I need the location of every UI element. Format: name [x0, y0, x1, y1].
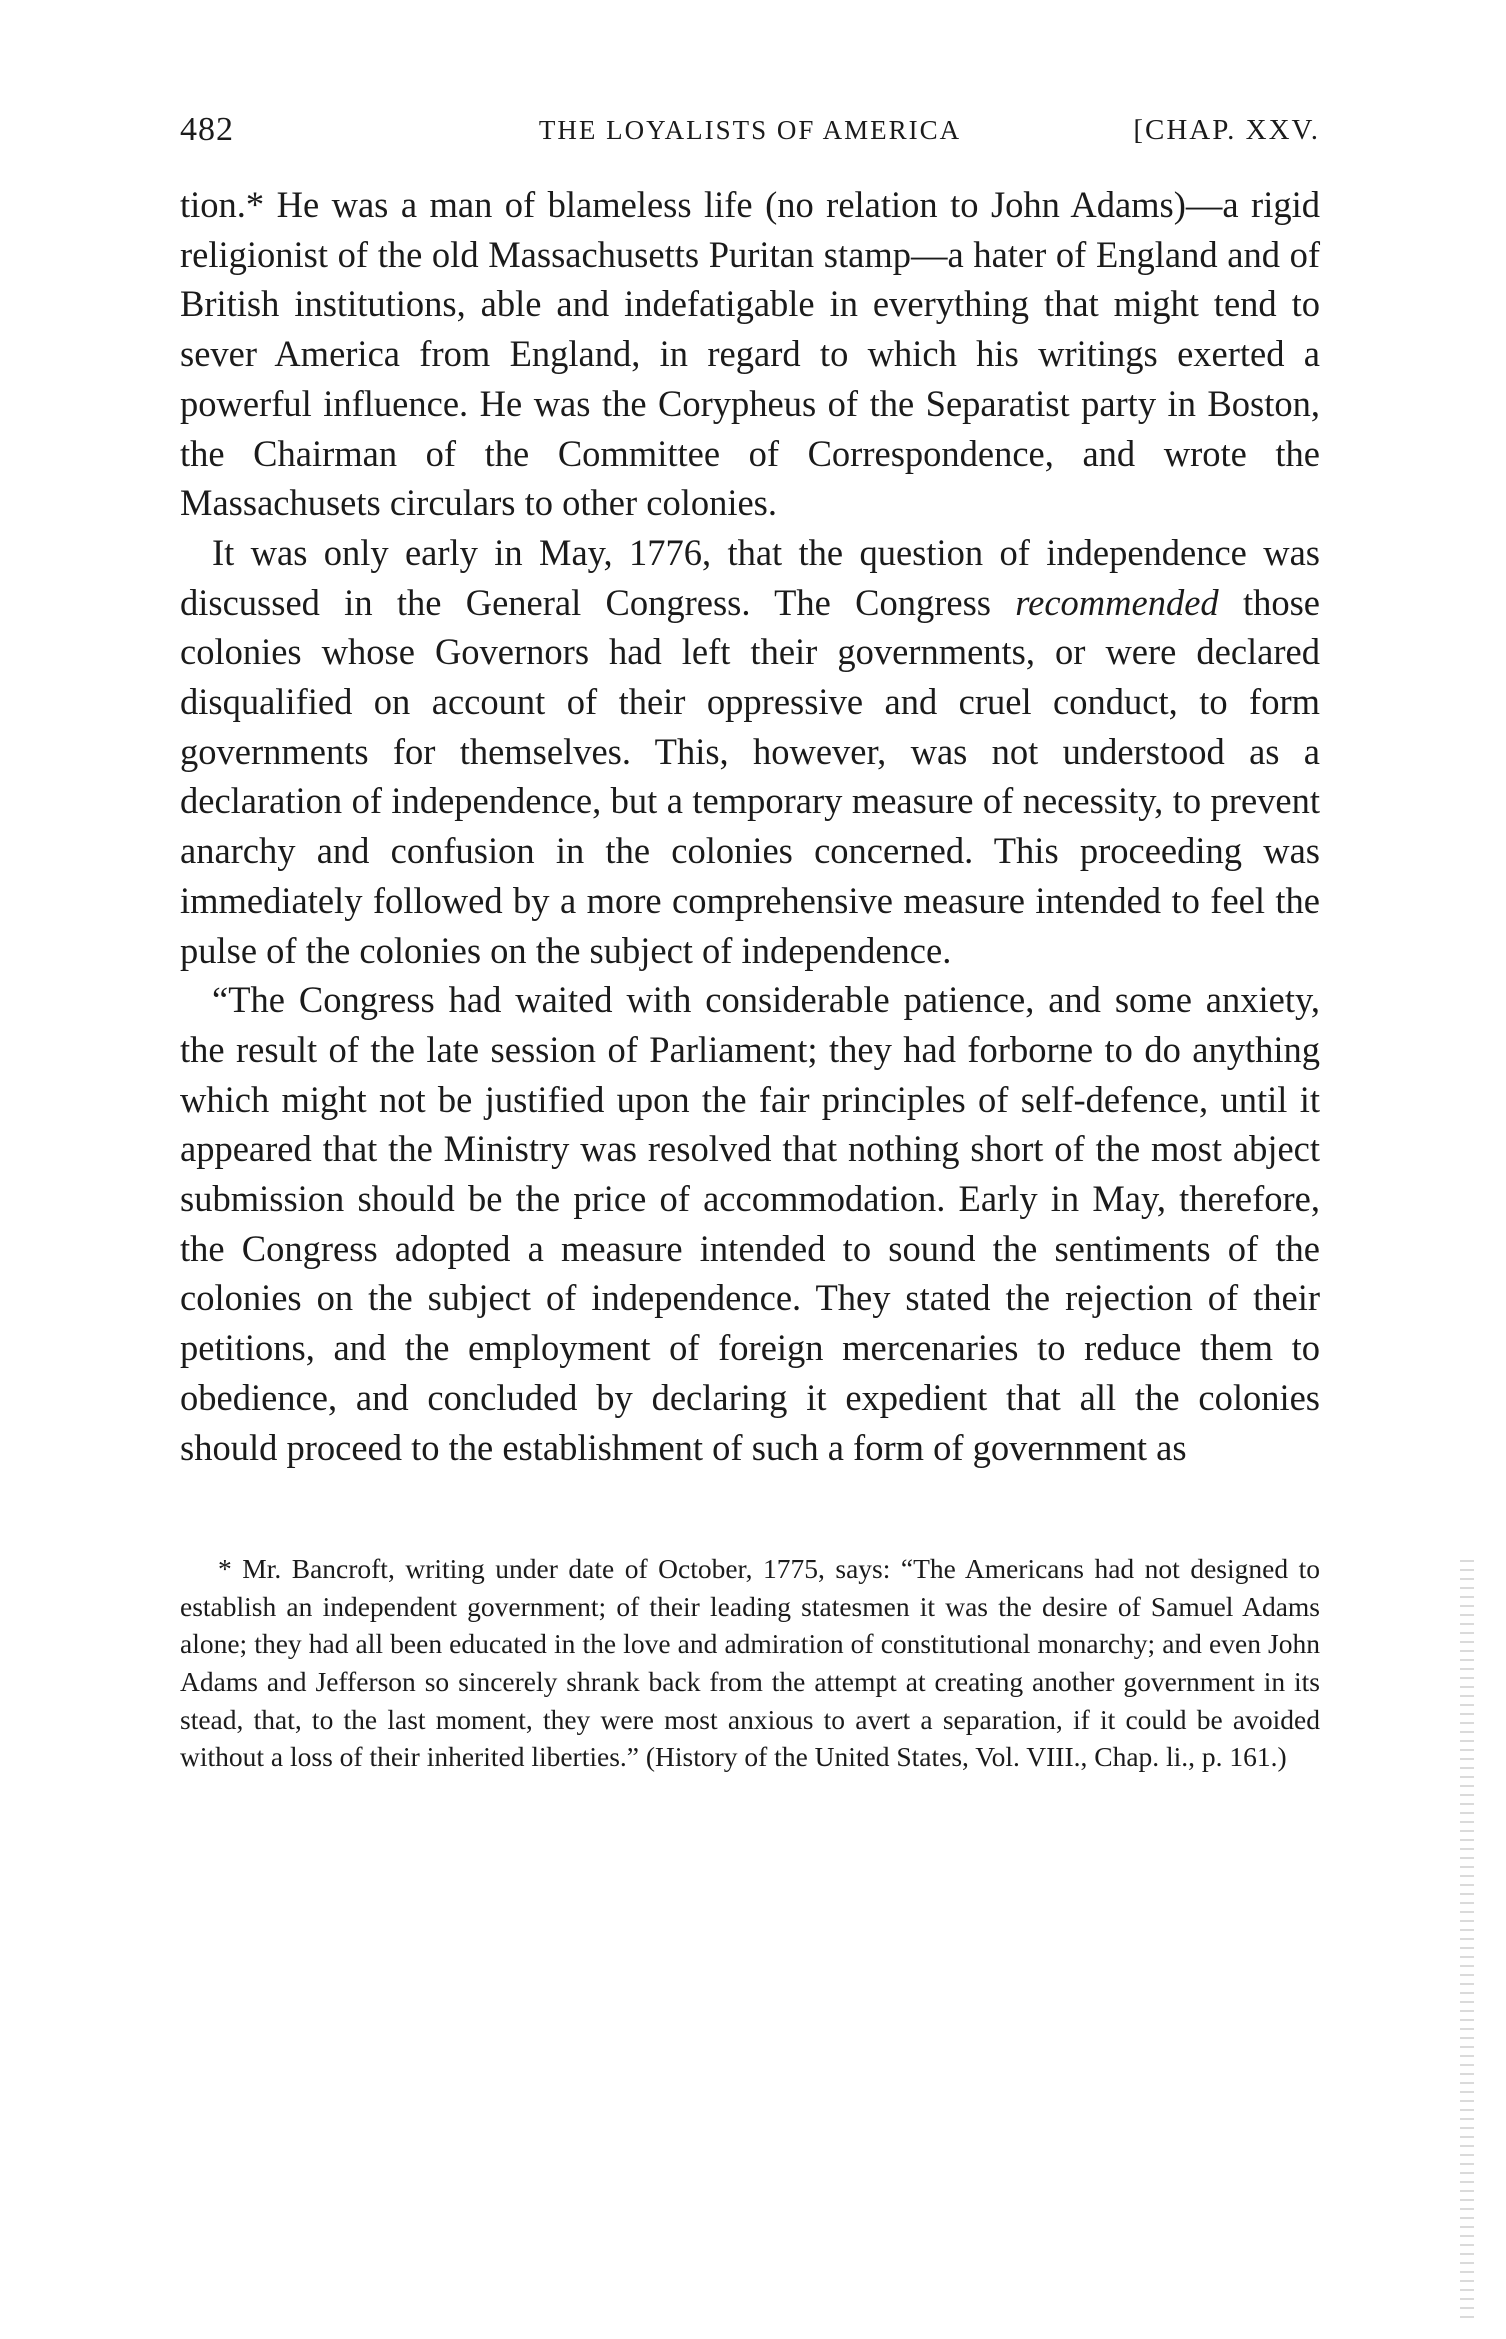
paragraph-1: tion.* He was a man of blameless life (no relation to John Adams)—a rigid religionist of the old Massachusetts Puritan stamp—a hater of England and of British institutions, able and indefatigable in everything that might tend to sever America from England, in regard to which his writings exerted a powerful influence. He was the Corypheus of the Separatist party in Boston, the Chairman of the Committee of Correspondence, and wrote the Massachusets circulars to other colonies.: [180, 184, 1320, 524]
running-header: [180, 100, 1320, 160]
paragraph-2-start: It was only early in May, 1776, that the question of independence was discussed in the General Congress. The Congress: [180, 531, 1320, 623]
italic-recommended: recommended: [1015, 581, 1219, 623]
paragraph-2: [180, 528, 1320, 975]
running-title: THE LOYALISTS OF AMERICA: [538, 115, 962, 145]
main-text: [180, 180, 1320, 1472]
footnote: [180, 1550, 1320, 1776]
chapter-label: [CHAP. XXV.: [1133, 114, 1320, 146]
paragraph-3-quotation: “The Congress had waited with considerable patience, and some anxiety, the result of the late session of Parliament; they had forborne to do anything which might not be justified upon the fair principles of self-defence, until it appeared that the Ministry was resolved that nothing short of the most abject submission should be the price of accommodation. Early in May, therefore, the Congress adopted a measure intended to sound the sentiments of the colonies on the subject of independence. They stated the rejection of their petitions, and the employment of foreign mercenaries to reduce them to obedience, and concluded by declaring it expedient that all the colonies should proceed to the establishment of such a form of government as: [180, 979, 1320, 1468]
footnote-text: * Mr. Bancroft, writing under date of October, 1775, says: “The Americans had not designed to establish an independent government; of their leading statesmen it was the desire of Samuel Adams alone; they had all been educated in the love and admiration of constitutional monarchy; and even John Adams and Jefferson so sincerely shrank back from the attempt at creating another government in its stead, that, to the last moment, they were most anxious to avert a separation, if it could be avoided without a loss of their inherited liberties.” (History of the United States, Vol. VIII., Chap. li., p. 161.): [180, 1553, 1320, 1773]
page-number: 482: [180, 111, 234, 148]
book-page: [180, 100, 1320, 1776]
paragraph-2-end: those colonies whose Governors had left their governments, or were declared disqualified on account of their oppressive and cruel conduct, to form governments for themselves. This, however, was not understood as a declaration of independence, but a temporary measure of necessity, to prevent anarchy and confusion in the colonies concerned. This proceeding was immediately followed by a more comprehensive measure intended to feel the pulse of the colonies on the subject of independence.: [180, 581, 1320, 971]
page-edge-scan-marks: [1460, 1560, 1474, 2320]
